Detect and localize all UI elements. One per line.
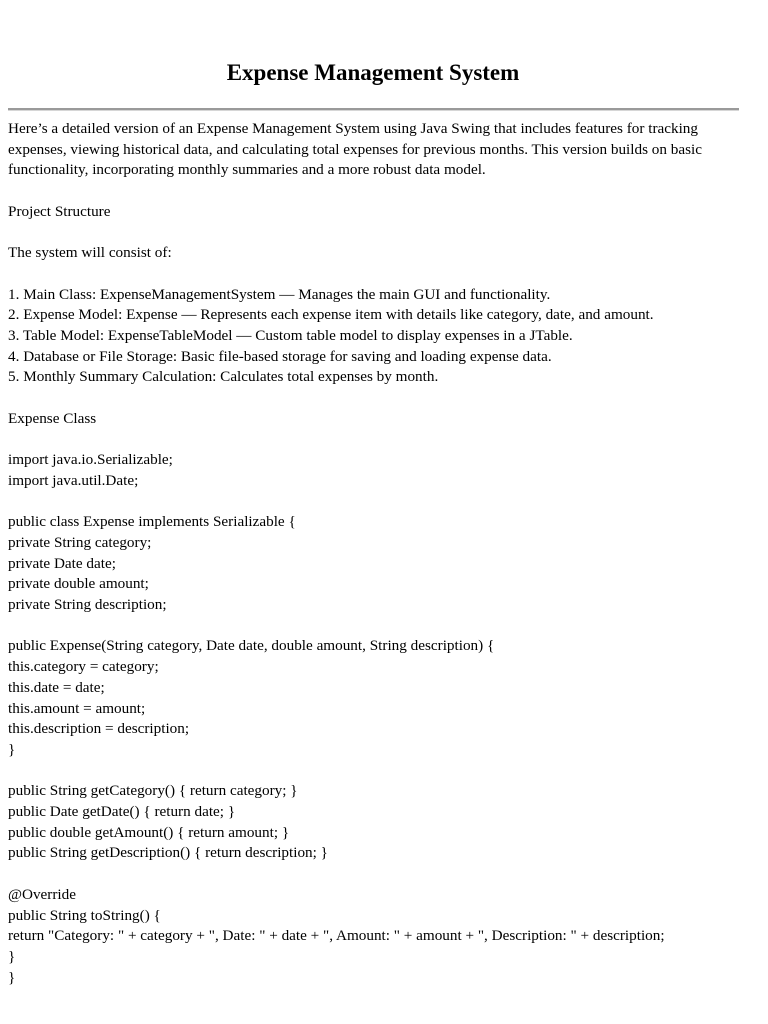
list-item: 2. Expense Model: Expense — Represents each expense item with details like category, date, and amount. [8,306,654,324]
structure-list [8,285,744,389]
document-body [8,119,744,1009]
code-line: private double amount; [8,575,149,593]
project-structure-heading: Project Structure [8,202,111,220]
title-divider [8,108,739,111]
code-line: public Date getDate() { return date; } [8,803,236,821]
intro-paragraph [8,119,744,181]
code-line: private String category; [8,533,152,551]
code-line: public String getDescription() { return description; } [8,844,328,862]
list-item: 4. Database or File Storage: Basic file-based storage for saving and loading expense data. [8,347,552,365]
code-line: public class Expense implements Serializable { [8,513,296,531]
code-line: public double getAmount() { return amount; } [8,823,290,841]
code-fields-block [8,512,744,616]
code-constructor-block [8,636,744,760]
code-line: import java.util.Date; [8,471,139,489]
code-line: public String getCategory() { return category; } [8,782,298,800]
code-getters-block [8,781,744,864]
code-line: } [8,968,16,986]
code-tostring-block [8,885,744,989]
code-line: this.amount = amount; [8,699,146,717]
code-line: private String description; [8,596,167,614]
code-line: } [8,947,16,965]
code-imports-block [8,450,744,491]
expense-class-heading: Expense Class [8,409,97,427]
code-line: return "Category: " + category + ", Date: " + date + ", Amount: " + amount + ", Description: " + description; [8,927,665,945]
code-line: import java.io.Serializable; [8,451,173,469]
code-line: } [8,740,16,758]
consist-of-paragraph [8,243,744,264]
code-line: private Date date; [8,554,116,572]
code-line: public String toString() { [8,906,161,924]
list-item: 1. Main Class: ExpenseManagementSystem — Manages the main GUI and functionality. [8,285,551,303]
list-item: 3. Table Model: ExpenseTableModel — Custom table model to display expenses in a JTable. [8,326,573,344]
code-line: this.date = date; [8,678,105,696]
list-item: 5. Monthly Summary Calculation: Calculates total expenses by month. [8,368,439,386]
consist-of-text: The system will consist of: [8,244,172,262]
page-title: Expense Management System [226,60,520,85]
section-heading-expense-class [8,409,744,430]
intro-text: Here’s a detailed version of an Expense Management System using Java Swing that includes features for tracking expenses, viewing historical data, and calculating total expenses for previous months. This version builds on basic functionality, incorporating monthly summaries and a more robust data model. [8,120,702,179]
section-heading-project-structure [8,202,744,223]
code-line: this.category = category; [8,658,159,676]
code-line: @Override [8,885,76,903]
code-line: this.description = description; [8,720,190,738]
code-line: public Expense(String category, Date date, double amount, String description) { [8,637,495,655]
